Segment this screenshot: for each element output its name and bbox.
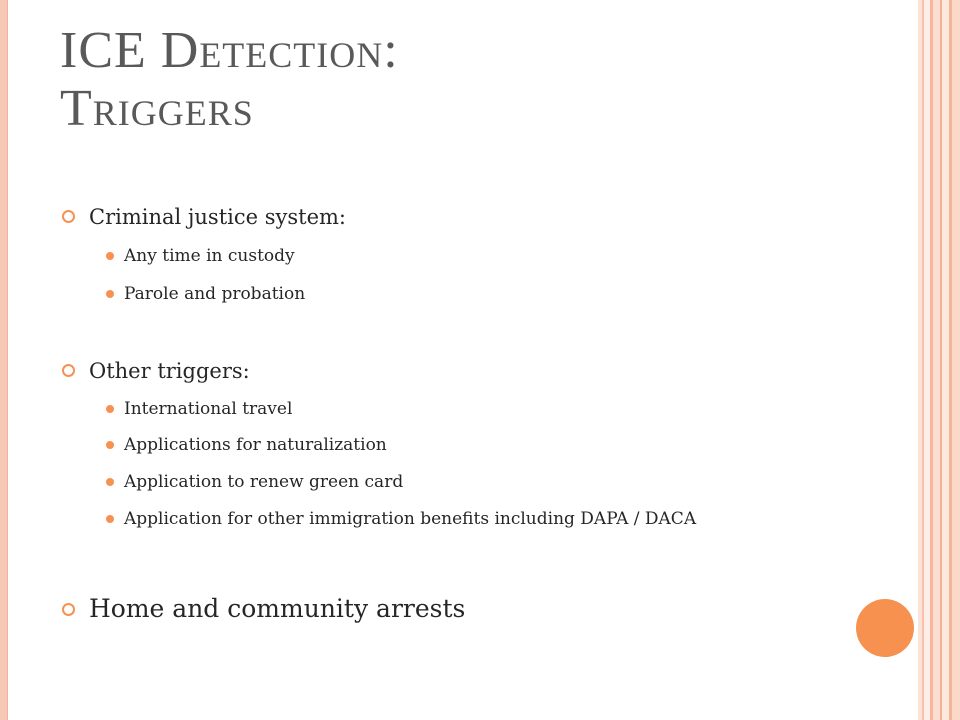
slide-title xyxy=(60,22,399,138)
ring-bullet-icon xyxy=(62,210,75,223)
dot-bullet-icon xyxy=(106,252,114,260)
dot-bullet-icon xyxy=(106,405,114,413)
list-item: Application for other immigration benefits including DAPA / DACA xyxy=(124,509,697,529)
list-item: Applications for naturalization xyxy=(124,435,387,455)
list-item: Any time in custody xyxy=(124,246,295,266)
dot-bullet-icon xyxy=(106,290,114,298)
dot-bullet-icon xyxy=(106,441,114,449)
list-item: Parole and probation xyxy=(124,284,306,304)
slide-title-line-1: ICE Detection: xyxy=(60,22,399,79)
accent-circle-decoration xyxy=(856,599,914,657)
list-item: International travel xyxy=(124,399,293,419)
slide-left-border xyxy=(0,0,8,720)
dot-bullet-icon xyxy=(106,515,114,523)
dot-bullet-icon xyxy=(106,478,114,486)
slide-title-line-2: Triggers xyxy=(60,80,254,137)
section-heading-other-triggers: Other triggers: xyxy=(89,359,250,383)
slide-right-decorative-stripes xyxy=(918,0,960,720)
ring-bullet-icon xyxy=(62,603,75,616)
ring-bullet-icon xyxy=(62,364,75,377)
section-heading-home-community-arrests: Home and community arrests xyxy=(89,594,466,623)
section-heading-criminal-justice: Criminal justice system: xyxy=(89,205,346,229)
list-item: Application to renew green card xyxy=(124,472,404,492)
